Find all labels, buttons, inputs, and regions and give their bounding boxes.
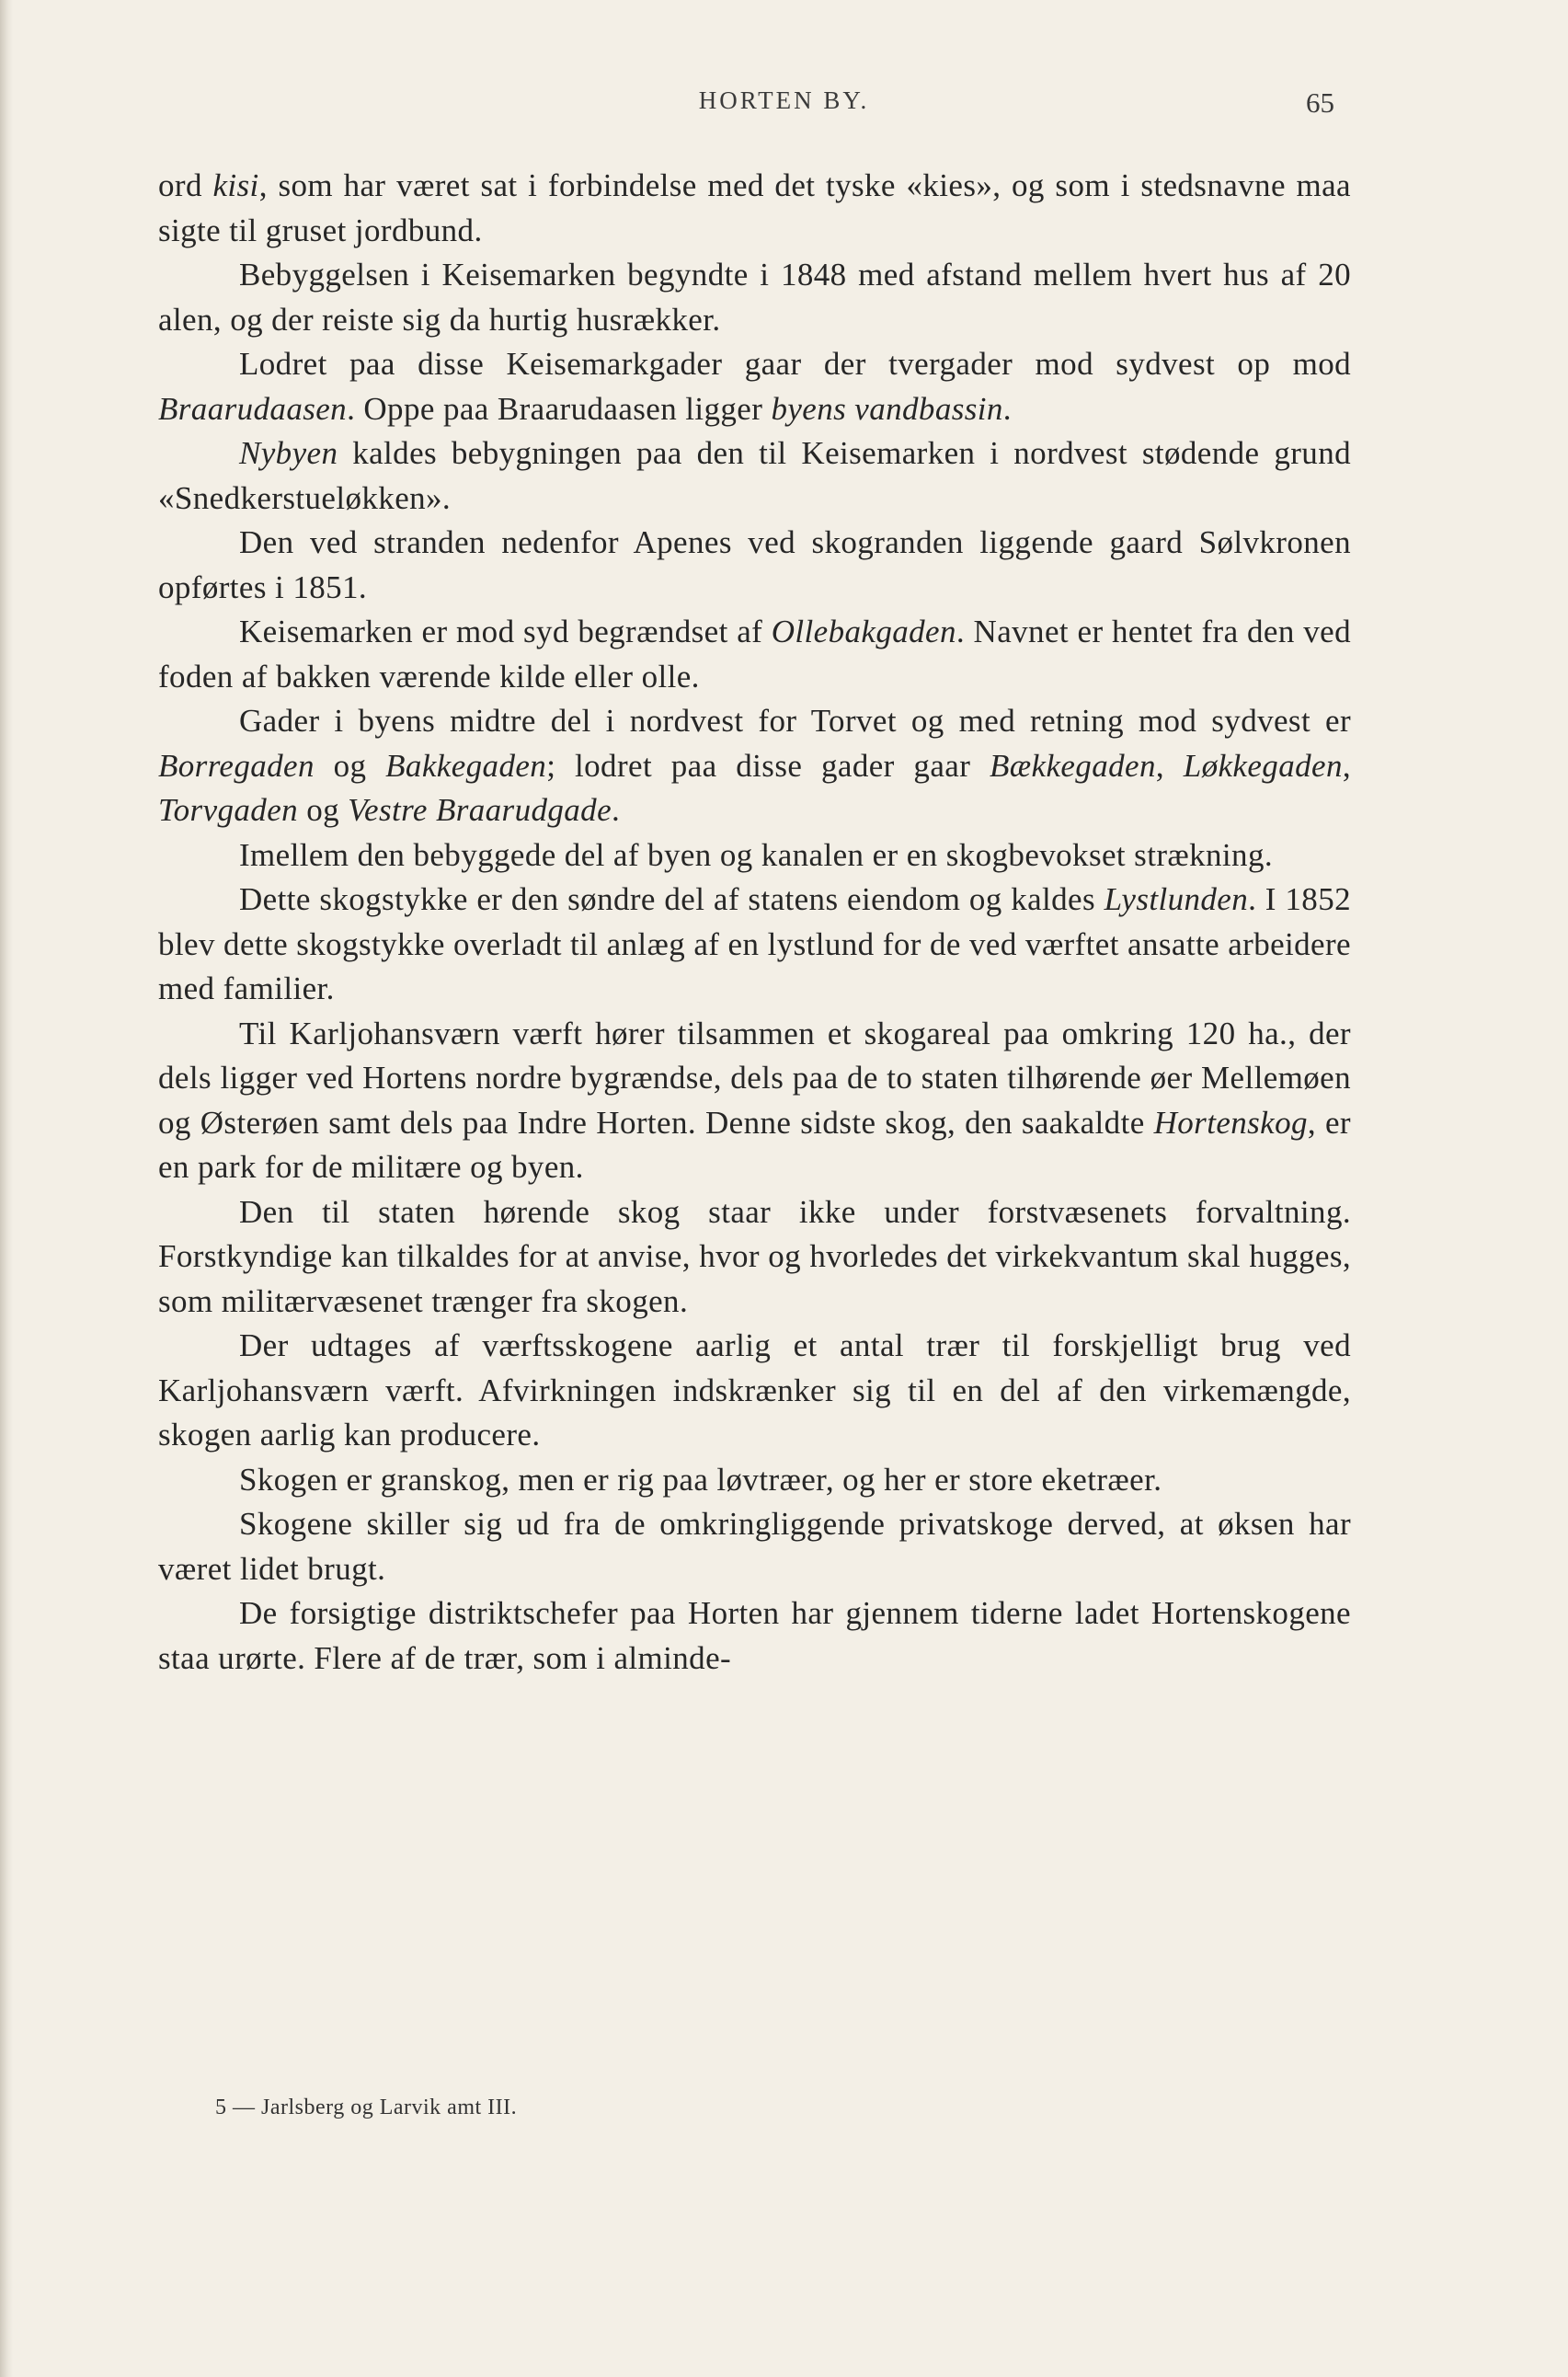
text-run: .	[612, 792, 621, 828]
italic-term: Bakkegaden	[385, 747, 547, 784]
italic-term: Lystlunden	[1104, 881, 1249, 917]
text-run: ,	[1155, 747, 1184, 784]
italic-term: kisi	[212, 167, 259, 203]
running-title: HORTEN BY.	[698, 86, 870, 114]
paragraph	[158, 342, 1351, 431]
text-run: Den til staten hørende skog staar ikke under forstvæsenets forvaltning. Forstkyndige kan tilkaldes for at anvise, hvor og hvorledes det virkekvantum skal hugges, som militærvæsenet trænger fra skogen.	[158, 1193, 1351, 1319]
paragraph	[158, 699, 1351, 833]
italic-term: Braarudaasen	[158, 390, 348, 427]
paragraph	[158, 253, 1351, 342]
text-run: ; lodret paa disse gader gaar	[546, 747, 990, 784]
italic-term: Hortenskog	[1153, 1104, 1308, 1141]
text-run: Keisemarken er mod syd begrændset af	[239, 614, 772, 649]
paragraph	[158, 521, 1351, 610]
paragraph	[158, 1458, 1351, 1503]
text-run: .	[1002, 390, 1012, 427]
italic-term: Nybyen	[239, 435, 338, 471]
text-run: og	[298, 792, 349, 828]
page-number: 65	[1306, 86, 1334, 119]
footer-signature: 5 — Jarlsberg og Larvik amt III.	[215, 2096, 518, 2119]
text-run: , som har været sat i forbindelse med det tyske «kies», og som i stedsnavne maa sigte til gruset jordbund.	[158, 167, 1351, 248]
paragraph	[158, 1012, 1351, 1190]
body-text	[158, 164, 1351, 1681]
italic-term: Bækkegaden	[989, 747, 1156, 784]
italic-term: Løkkegaden	[1183, 747, 1343, 784]
text-run: Lodret paa disse Keisemarkgader gaar der tvergader mod sydvest op mod	[239, 346, 1351, 382]
text-run: og	[314, 747, 386, 784]
text-run: Gader i byens midtre del i nordvest for Torvet og med retning mod sydvest er	[239, 703, 1351, 739]
paragraph	[158, 1502, 1351, 1591]
text-run: De forsigtige distriktschefer paa Horten har gjennem tiderne ladet Hortenskogene staa urørte. Flere af de trær, som i alminde-	[158, 1595, 1351, 1676]
text-run: Imellem den bebyggede del af byen og kanalen er en skogbevokset strækning.	[239, 836, 1273, 873]
text-run: ,	[1342, 747, 1351, 784]
paragraph	[158, 1324, 1351, 1458]
italic-term: Vestre Braarudgade	[348, 792, 612, 828]
paragraph	[158, 431, 1351, 521]
text-run: Skogene skiller sig ud fra de omkringliggende privatskoge derved, at øksen har været lidet brugt.	[158, 1506, 1351, 1587]
text-run: kaldes bebygningen paa den til Keisemarken i nordvest stødende grund «Snedkerstueløkken».	[158, 435, 1351, 516]
paragraph	[158, 610, 1351, 699]
page-header	[0, 86, 1568, 132]
text-run: . Oppe paa Braarudaasen ligger	[347, 390, 772, 427]
paragraph	[158, 164, 1351, 253]
italic-term: Torvgaden	[158, 792, 299, 828]
paragraph	[158, 1591, 1351, 1681]
italic-term: Ollebakgaden	[771, 614, 956, 649]
italic-term: byens vandbassin	[771, 390, 1003, 427]
paragraph	[158, 1190, 1351, 1325]
text-run: . Navnet er hentet fra den ved foden af bakken værende kilde eller olle.	[158, 614, 1351, 695]
text-run: , er en park for de militære og byen.	[158, 1104, 1351, 1185]
text-run: Bebyggelsen i Keisemarken begyndte i 1848 med afstand mellem hvert hus af 20 alen, og der reiste sig da hurtig husrækker.	[158, 257, 1351, 338]
text-run: Der udtages af værftsskogene aarlig et antal trær til forskjelligt brug ved Karljohansværn værft. Afvirkningen indskrænker sig til en del af den virkemængde, skogen aarlig kan producere.	[158, 1327, 1351, 1453]
text-run: Den ved stranden nedenfor Apenes ved skogranden liggende gaard Sølvkronen opførtes i 1851.	[158, 524, 1351, 605]
text-run: Dette skogstykke er den søndre del af statens eiendom og kaldes	[239, 881, 1104, 917]
italic-term: Borregaden	[158, 747, 315, 784]
paragraph	[158, 878, 1351, 1012]
paragraph	[158, 833, 1351, 878]
page-edge	[0, 0, 13, 2377]
text-run: ord	[158, 167, 213, 203]
text-run: Skogen er granskog, men er rig paa løvtræer, og her er store eketræer.	[239, 1461, 1162, 1498]
text-run: . I 1852 blev dette skogstykke overladt til anlæg af en lystlund for de ved værftet ansatte arbeidere med familier.	[158, 881, 1351, 1006]
text-run: Til Karljohansværn værft hører tilsammen et skogareal paa omkring 120 ha., der dels ligger ved Hortens nordre bygrændse, dels paa de to staten tilhørende øer Mellemøen og Østerøen samt dels paa Indre Horten. Denne sidste skog, den saakaldte	[158, 1015, 1351, 1141]
